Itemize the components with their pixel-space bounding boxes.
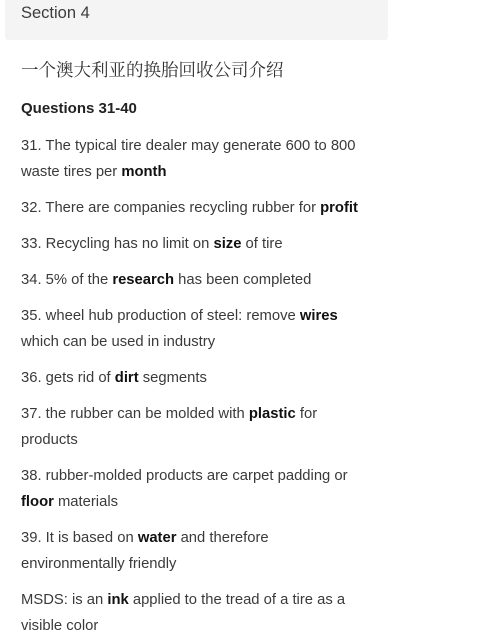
answer-keyword: profit bbox=[320, 200, 358, 216]
question-item: 35. wheel hub production of steel: remove wires which can be used in industry bbox=[21, 308, 338, 350]
section-label: Section 4 bbox=[21, 4, 90, 22]
answer-keyword: water bbox=[137, 530, 177, 546]
question-item: MSDS: is an ink applied to the tread of a tire as a visible color bbox=[21, 592, 346, 634]
answer-keyword: research bbox=[112, 272, 175, 288]
question-item: 38. rubber-molded products are carpet padding or floor materials bbox=[21, 468, 348, 510]
questions-heading: Questions 31-40 bbox=[21, 100, 137, 117]
question-item: 31. The typical tire dealer may generate 600 to 800 waste tires per month bbox=[21, 138, 356, 180]
answer-keyword: plastic bbox=[248, 406, 296, 422]
question-item: 37. the rubber can be molded with plastic for products bbox=[21, 406, 318, 448]
question-item: 33. Recycling has no limit on size of tire bbox=[21, 236, 283, 252]
answer-keyword: wires bbox=[299, 308, 338, 324]
answer-keyword: floor bbox=[21, 494, 54, 510]
question-item: 36. gets rid of dirt segments bbox=[21, 370, 207, 386]
answer-keyword: month bbox=[121, 164, 167, 180]
section-header bbox=[5, 0, 388, 40]
question-item: 34. 5% of the research has been completed bbox=[21, 272, 312, 288]
answer-keyword: dirt bbox=[114, 370, 139, 386]
subtitle: 一个澳大利亚的换胎回收公司介绍 bbox=[21, 60, 284, 80]
answer-keyword: ink bbox=[107, 592, 129, 608]
answer-keyword: size bbox=[213, 236, 242, 252]
question-item: 39. It is based on water and therefore environmentally friendly bbox=[21, 530, 269, 572]
question-item: 32. There are companies recycling rubber for profit bbox=[21, 200, 358, 216]
